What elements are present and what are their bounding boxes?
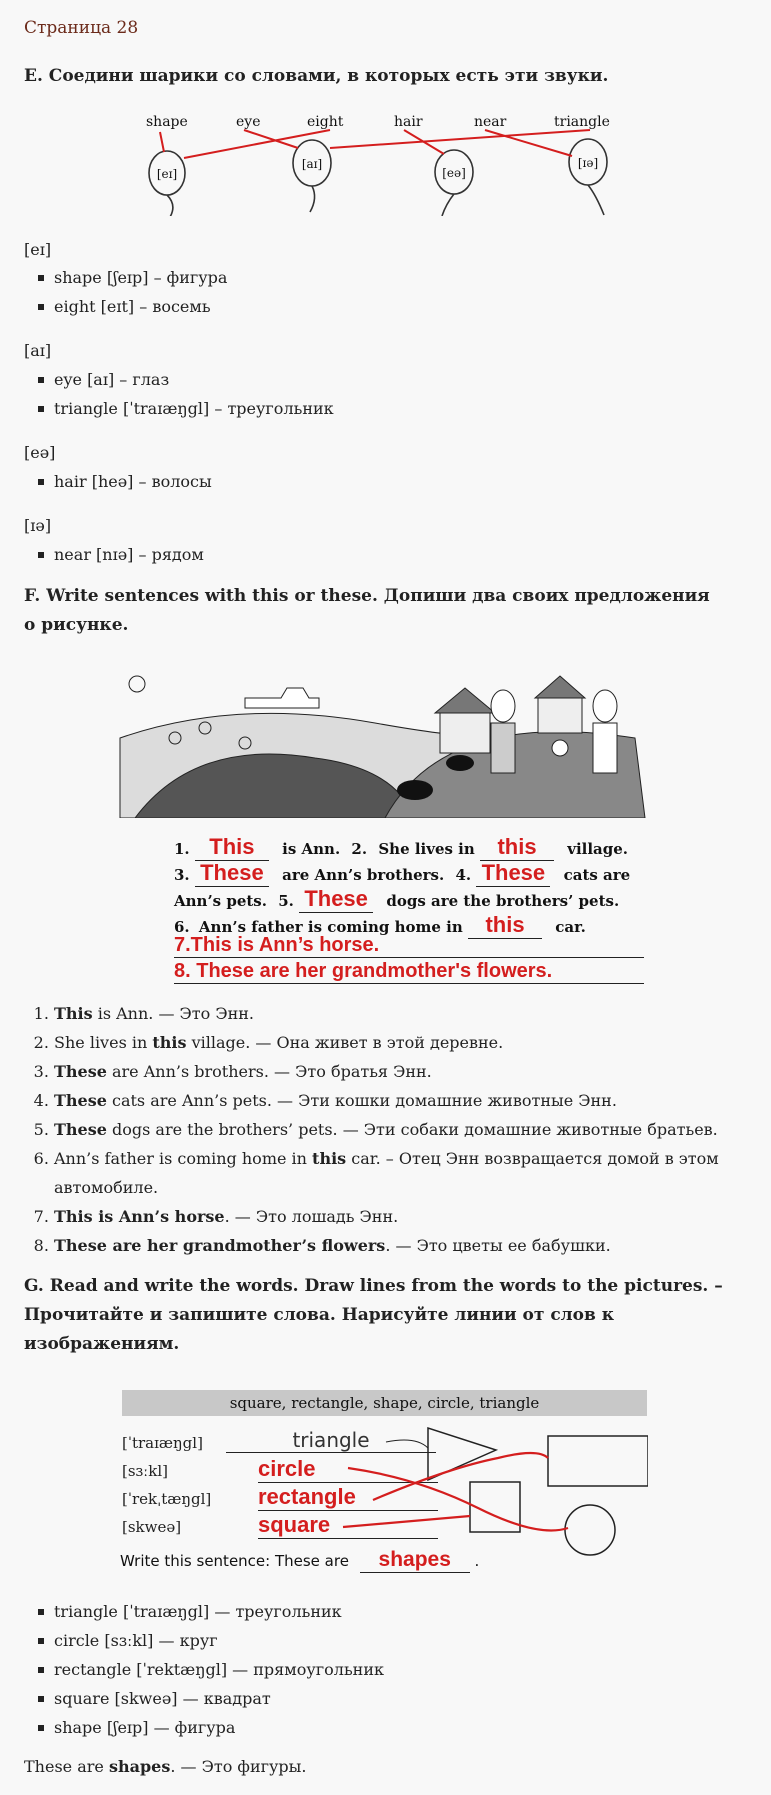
list-item: eight [eɪt] – восемь xyxy=(54,292,227,321)
word-eight: eight xyxy=(307,114,344,130)
list-item: triangle [ˈtraɪæŋgl] – треугольник xyxy=(54,394,334,423)
section-g-heading: G. Read and write the words. Draw lines from the words to the pictures. – Прочитайте и запишите слова. Нарисуйте линии от слов к изображениям. xyxy=(24,1276,723,1354)
list-item: shape [ʃeɪp] – фигура xyxy=(54,263,227,292)
list-item: 5. These dogs are the brothers’ pets. — Эти собаки домашние животные братьев. xyxy=(54,1115,754,1144)
word-triangle: triangle xyxy=(554,114,610,130)
list-item: shape [ʃeɪp] — фигура xyxy=(54,1713,384,1742)
exercise-f: 1. This is Ann. 2. She lives in this village. 3. These are Ann’s brothers. 4. These cats are Ann’s pets. 5. These dogs are the brothers’ pets. 6. Ann’s father is coming home in this car. 7.This is Ann’s horse. 8. These are her grandmother's flowers. xyxy=(174,824,644,984)
balloons-figure xyxy=(140,108,620,216)
list-item: 6. Ann’s father is coming home in this car. – Отец Энн возвращается домой в этом автомобиле. xyxy=(54,1144,754,1202)
word-shape: shape xyxy=(146,114,188,130)
final-sentence: These are shapes. — Это фигуры. xyxy=(24,1757,307,1776)
word-hair: hair xyxy=(394,114,423,130)
list-item: square [skweə] — квадрат xyxy=(54,1684,384,1713)
shapes-exercise: square, rectangle, shape, circle, triangle [ˈtraɪæŋgl] [sɜːkl] [ˈrekˌtæŋgl] [skweə] triangle circle rectangle square Write this sentence: These are shapes . xyxy=(118,1388,648,1573)
section-e-heading: E. Соедини шарики со словами, в которых есть эти звуки. xyxy=(24,66,609,86)
word-bank: square, rectangle, shape, circle, triangle xyxy=(122,1390,647,1416)
sound-ai: [aɪ] xyxy=(24,341,52,360)
village-illustration xyxy=(115,668,650,818)
sound-ia: [ɪə] xyxy=(24,516,52,535)
circle-shape xyxy=(565,1505,615,1555)
sentence-list xyxy=(24,999,754,1260)
list-item: hair [heə] – волосы xyxy=(54,467,212,496)
sound-ei: [eɪ] xyxy=(24,240,52,259)
triangle-shape xyxy=(428,1428,496,1480)
list-item: rectangle [ˈrektæŋgl] — прямоугольник xyxy=(54,1655,384,1684)
page-title: Страница 28 xyxy=(24,18,139,38)
list-item: 4. These cats are Ann’s pets. — Эти кошки домашние животные Энн. xyxy=(54,1086,754,1115)
word-eye: eye xyxy=(236,114,261,130)
list-ei xyxy=(24,263,227,321)
section-f-heading: F. Write sentences with this or these. Допиши два своих предложения о рисунке. xyxy=(24,586,710,635)
word-near: near xyxy=(474,114,507,130)
list-item: 7. This is Ann’s horse. — Это лошадь Энн. xyxy=(54,1202,754,1231)
list-ia xyxy=(24,540,204,569)
list-item: triangle [ˈtraɪæŋgl] — треугольник xyxy=(54,1597,384,1626)
shapes-list xyxy=(24,1597,384,1742)
rectangle-shape xyxy=(548,1436,648,1486)
list-item: 2. She lives in this village. — Она живет в этой деревне. xyxy=(54,1028,754,1057)
list-ea xyxy=(24,467,212,496)
list-item: 8. These are her grandmother’s flowers. — Это цветы ее бабушки. xyxy=(54,1231,754,1260)
svg-text:[eə]: [eə] xyxy=(442,166,466,180)
list-item: 1. This is Ann. — Это Энн. xyxy=(54,999,754,1028)
list-item: 3. These are Ann’s brothers. — Это братья Энн. xyxy=(54,1057,754,1086)
list-item: circle [sɜːkl] — круг xyxy=(54,1626,384,1655)
svg-text:[eɪ]: [eɪ] xyxy=(156,167,178,181)
svg-text:[aɪ]: [aɪ] xyxy=(301,157,323,171)
sound-ea: [eə] xyxy=(24,443,56,462)
svg-text:[ɪə]: [ɪə] xyxy=(577,156,599,170)
list-ai xyxy=(24,365,334,423)
list-item: near [nɪə] – рядом xyxy=(54,540,204,569)
list-item: eye [aɪ] – глаз xyxy=(54,365,334,394)
